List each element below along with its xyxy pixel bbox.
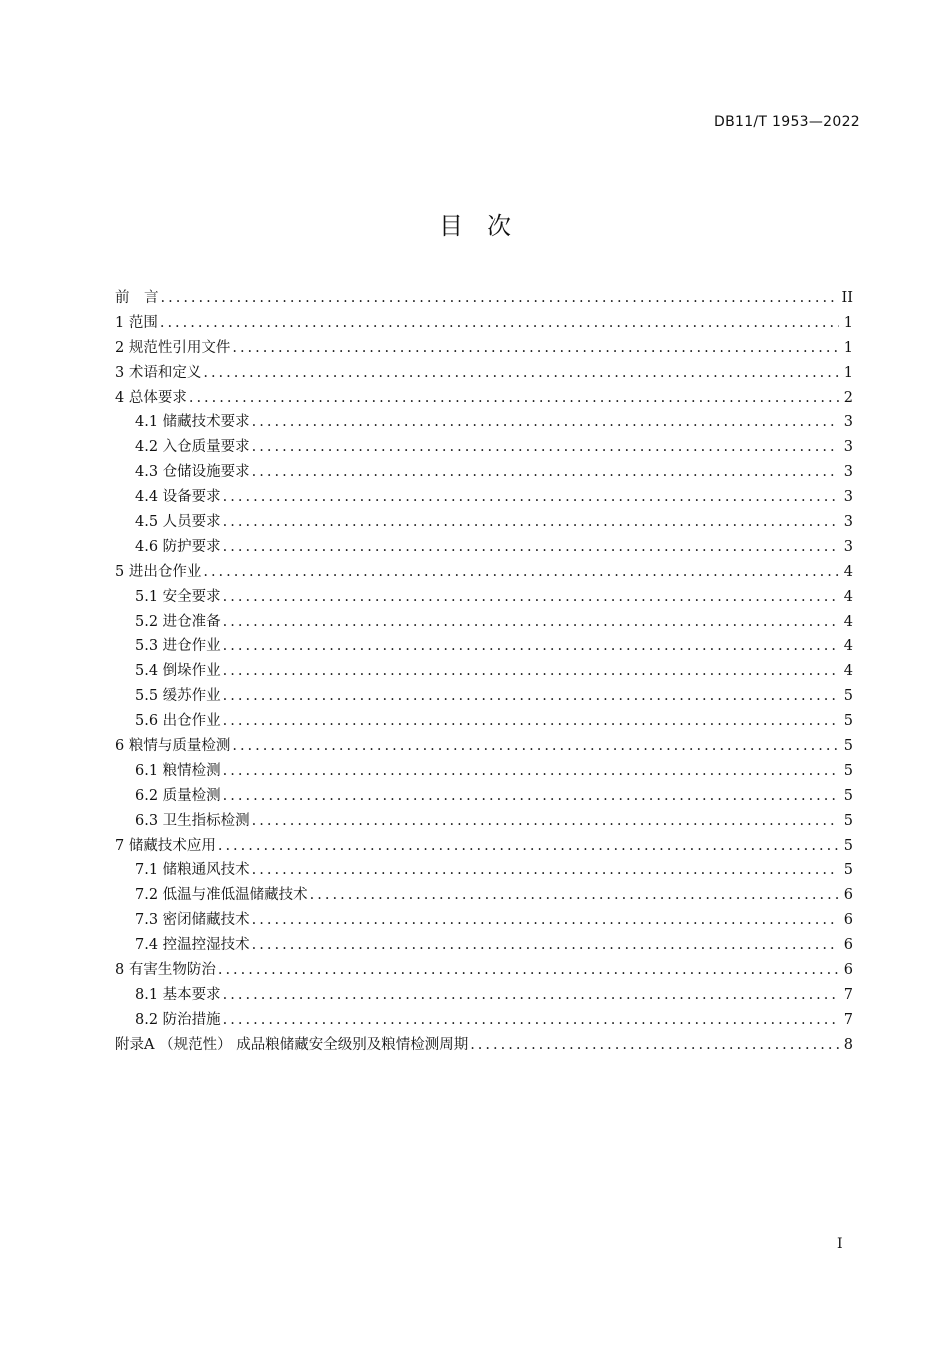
toc-dot-leader xyxy=(203,361,839,386)
toc-dot-leader xyxy=(223,485,839,510)
toc-entry-page: 1 xyxy=(843,314,853,331)
toc-entry-page: II xyxy=(841,290,853,306)
toc-dot-leader xyxy=(232,336,839,361)
toc-dot-leader xyxy=(223,983,839,1008)
toc-entry-title: 5.6 出仓作业 xyxy=(135,713,221,730)
toc-entry-title: 4 总体要求 xyxy=(115,389,187,406)
toc-entry-title: 4.5 人员要求 xyxy=(135,514,221,531)
toc-entry-title: 7.3 密闭储藏技术 xyxy=(135,912,250,929)
toc-entry-page: 1 xyxy=(843,339,853,356)
toc-entry-page: 4 xyxy=(843,663,853,680)
toc-entry[interactable] xyxy=(115,435,853,460)
toc-entry-title: 5 进出仓作业 xyxy=(115,563,202,580)
toc-entry-page: 3 xyxy=(843,514,853,531)
toc-entry[interactable] xyxy=(115,958,853,983)
toc-dot-leader xyxy=(161,286,840,311)
toc-entry-title: 4.1 储藏技术要求 xyxy=(135,414,250,431)
toc-dot-leader xyxy=(223,659,839,684)
toc-entry[interactable] xyxy=(115,485,853,510)
toc-entry-page: 5 xyxy=(843,787,853,804)
toc-entry[interactable] xyxy=(115,1033,853,1058)
toc-dot-leader xyxy=(252,858,839,883)
toc-entry[interactable] xyxy=(115,858,853,883)
toc-entry-title: 8 有害生物防治 xyxy=(115,962,216,979)
toc-entry-title: 1 范围 xyxy=(115,314,158,331)
toc-entry-page: 8 xyxy=(843,1036,853,1053)
toc-entry-page: 3 xyxy=(843,414,853,431)
toc-dot-leader xyxy=(252,908,839,933)
toc-entry-title: 6 粮情与质量检测 xyxy=(115,738,231,755)
toc-entry[interactable] xyxy=(115,709,853,734)
toc-entry[interactable] xyxy=(115,809,853,834)
toc-dot-leader xyxy=(223,709,839,734)
toc-entry-page: 1 xyxy=(843,364,853,381)
toc-entry-page: 5 xyxy=(843,713,853,730)
toc-entry-title: 前 言 xyxy=(115,290,159,306)
toc-dot-leader xyxy=(252,460,839,485)
toc-entry-page: 7 xyxy=(843,1011,853,1028)
toc-entry[interactable] xyxy=(115,510,853,535)
toc-entry-title: 5.4 倒垛作业 xyxy=(135,663,221,680)
toc-entry-title: 5.5 缓苏作业 xyxy=(135,688,221,705)
document-id: DB11/T 1953—2022 xyxy=(714,114,860,130)
toc-entry-page: 3 xyxy=(843,538,853,555)
toc-entry-page: 7 xyxy=(843,986,853,1003)
toc-entry-page: 5 xyxy=(843,862,853,879)
toc-dot-leader xyxy=(189,386,839,411)
toc-entry-page: 4 xyxy=(843,638,853,655)
toc-dot-leader xyxy=(223,535,839,560)
toc-entry[interactable] xyxy=(115,460,853,485)
toc-entry[interactable] xyxy=(115,983,853,1008)
toc-entry-title: 附录A （规范性） 成品粮储藏安全级别及粮情检测周期 xyxy=(115,1036,469,1053)
toc-entry[interactable] xyxy=(115,759,853,784)
toc-entry-title: 8.1 基本要求 xyxy=(135,986,221,1003)
toc-entry-page: 3 xyxy=(843,439,853,456)
toc-entry-page: 6 xyxy=(843,962,853,979)
toc-entry-title: 7.4 控温控湿技术 xyxy=(135,937,250,954)
toc-entry-page: 3 xyxy=(843,464,853,481)
toc-dot-leader xyxy=(252,435,839,460)
toc-entry[interactable] xyxy=(115,784,853,809)
toc-entry[interactable] xyxy=(115,560,853,585)
toc-dot-leader xyxy=(223,634,839,659)
toc-entry[interactable] xyxy=(115,659,853,684)
toc-entry-title: 5.2 进仓准备 xyxy=(135,613,221,630)
toc-entry-title: 7.1 储粮通风技术 xyxy=(135,862,250,879)
toc-entry-page: 5 xyxy=(843,812,853,829)
toc-entry-title: 3 术语和定义 xyxy=(115,364,202,381)
table-of-contents xyxy=(115,286,853,1058)
toc-entry-page: 4 xyxy=(843,613,853,630)
toc-entry-title: 6.2 质量检测 xyxy=(135,787,221,804)
toc-entry-title: 7.2 低温与准低温储藏技术 xyxy=(135,887,308,904)
toc-entry[interactable] xyxy=(115,684,853,709)
toc-entry-page: 6 xyxy=(843,887,853,904)
toc-dot-leader xyxy=(232,734,839,759)
toc-entry-title: 4.3 仓储设施要求 xyxy=(135,464,250,481)
toc-entry-page: 4 xyxy=(843,588,853,605)
toc-entry[interactable] xyxy=(115,883,853,908)
toc-dot-leader xyxy=(223,684,839,709)
toc-entry[interactable] xyxy=(115,1008,853,1033)
toc-entry[interactable] xyxy=(115,834,853,859)
toc-entry-title: 2 规范性引用文件 xyxy=(115,339,231,356)
toc-entry-page: 2 xyxy=(843,389,853,406)
toc-dot-leader xyxy=(218,834,839,859)
toc-entry-title: 4.6 防护要求 xyxy=(135,538,221,555)
toc-entry[interactable] xyxy=(115,535,853,560)
toc-dot-leader xyxy=(160,311,839,336)
page-number: I xyxy=(837,1236,843,1252)
toc-entry-title: 7 储藏技术应用 xyxy=(115,837,216,854)
toc-dot-leader xyxy=(223,759,839,784)
toc-entry-page: 5 xyxy=(843,688,853,705)
toc-dot-leader xyxy=(223,784,839,809)
toc-dot-leader xyxy=(203,560,839,585)
toc-dot-leader xyxy=(470,1033,839,1058)
toc-entry[interactable] xyxy=(115,311,853,336)
toc-entry[interactable] xyxy=(115,634,853,659)
toc-entry-page: 5 xyxy=(843,738,853,755)
toc-entry-title: 4.4 设备要求 xyxy=(135,489,221,506)
toc-dot-leader xyxy=(252,809,839,834)
toc-entry[interactable] xyxy=(115,286,853,311)
toc-entry[interactable] xyxy=(115,610,853,635)
page-title: 目 次 xyxy=(439,212,511,240)
toc-entry-title: 4.2 入仓质量要求 xyxy=(135,439,250,456)
toc-dot-leader xyxy=(223,1008,839,1033)
toc-entry-page: 6 xyxy=(843,937,853,954)
toc-entry-title: 5.1 安全要求 xyxy=(135,588,221,605)
toc-entry-page: 4 xyxy=(843,563,853,580)
toc-entry-title: 8.2 防治措施 xyxy=(135,1011,221,1028)
toc-entry[interactable] xyxy=(115,361,853,386)
toc-entry-title: 6.1 粮情检测 xyxy=(135,762,221,779)
toc-entry[interactable] xyxy=(115,410,853,435)
toc-entry-page: 5 xyxy=(843,837,853,854)
toc-entry[interactable] xyxy=(115,933,853,958)
toc-entry-page: 6 xyxy=(843,912,853,929)
toc-dot-leader xyxy=(223,510,839,535)
toc-entry[interactable] xyxy=(115,336,853,361)
toc-dot-leader xyxy=(252,410,839,435)
toc-dot-leader xyxy=(223,585,839,610)
toc-entry[interactable] xyxy=(115,585,853,610)
toc-entry[interactable] xyxy=(115,386,853,411)
toc-dot-leader xyxy=(223,610,839,635)
toc-entry[interactable] xyxy=(115,908,853,933)
toc-dot-leader xyxy=(252,933,839,958)
toc-entry-page: 5 xyxy=(843,762,853,779)
toc-entry[interactable] xyxy=(115,734,853,759)
toc-entry-title: 6.3 卫生指标检测 xyxy=(135,812,250,829)
toc-entry-page: 3 xyxy=(843,489,853,506)
toc-entry-title: 5.3 进仓作业 xyxy=(135,638,221,655)
toc-dot-leader xyxy=(218,958,839,983)
toc-dot-leader xyxy=(310,883,839,908)
